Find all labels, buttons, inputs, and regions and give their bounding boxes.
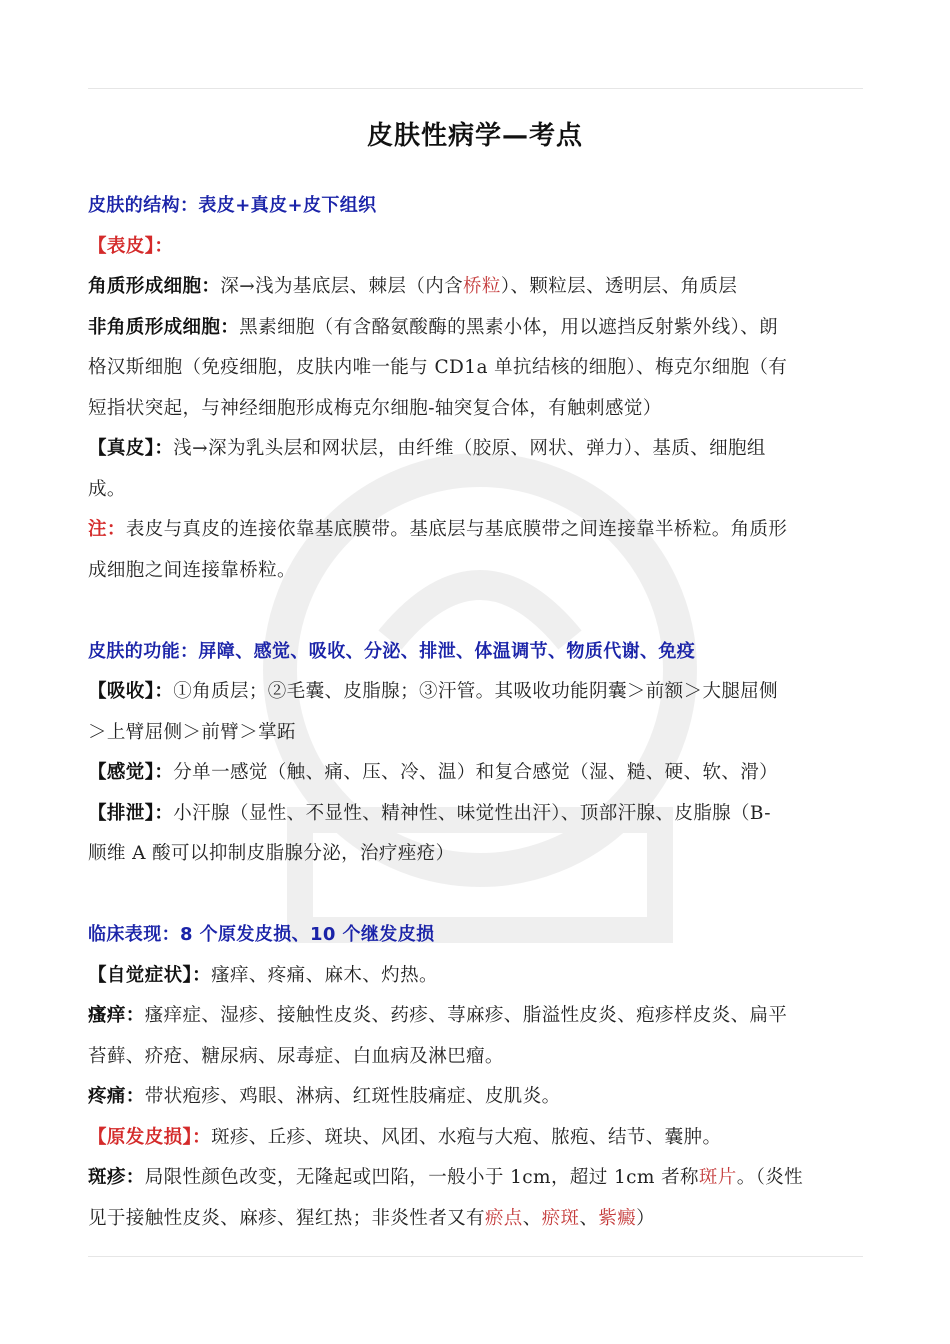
- body-text: ①角质层；②毛囊、皮脂腺；③汗管。其吸收功能阴囊＞前额＞大腿屈侧: [173, 681, 779, 702]
- highlight-text: 瘀点: [484, 1207, 523, 1229]
- body-text: 局限性颜色改变，无隆起或凹陷，一般小于 1cm，超过 1cm 者称: [144, 1167, 699, 1188]
- epidermis-tag: 【表皮】：: [88, 235, 174, 257]
- paragraph-line: [88, 1158, 863, 1199]
- paragraph-line: 格汉斯细胞（免疫细胞，皮肤内唯一能与 CD1a 单抗结核的细胞）、梅克尔细胞（有: [88, 357, 788, 378]
- paragraph-line: [88, 1199, 863, 1240]
- paragraph-line: [88, 672, 863, 713]
- body-text: 。（炎性: [736, 1167, 804, 1188]
- paragraph-line: [88, 1077, 863, 1118]
- body-text: 瘙痒症、湿疹、接触性皮炎、药疹、荨麻疹、脂溢性皮炎、疱疹样皮炎、扁平: [144, 1005, 788, 1026]
- paragraph-line: [88, 267, 863, 308]
- note-label: 注：: [88, 519, 126, 540]
- paragraph-line: [88, 996, 863, 1037]
- term-label: 【吸收】：: [88, 681, 174, 702]
- bottom-divider: [88, 1256, 863, 1257]
- term-label: 角质形成细胞：: [88, 276, 221, 297]
- document-body: [88, 186, 863, 1239]
- body-text: 黑素细胞（有含酪氨酸酶的黑素小体，用以遮挡反射紫外线）、朗: [239, 316, 779, 338]
- paragraph-line: 短指状突起，与神经细胞形成梅克尔细胞-轴突复合体，有触刺感觉）: [88, 397, 662, 419]
- highlight-text: 紫癜: [598, 1207, 637, 1229]
- term-label: 【真皮】：: [88, 438, 174, 459]
- paragraph-line: ＞上臂屈侧＞前臂＞掌跖: [88, 721, 296, 743]
- term-label: 【自觉症状】：: [88, 964, 212, 986]
- body-text: 、: [579, 1207, 599, 1229]
- paragraph-line: [88, 429, 863, 470]
- term-label: 瘙痒：: [88, 1005, 145, 1026]
- body-text: 分单一感觉（触、痛、压、冷、温）和复合感觉（湿、糙、硬、软、滑）: [173, 762, 779, 783]
- highlight-text: 桥粒: [463, 276, 501, 297]
- body-text: ）: [636, 1207, 656, 1229]
- paragraph-line: 成细胞之间连接靠桥粒。: [88, 559, 296, 581]
- body-text: 小汗腺（显性、不显性、精神性、味觉性出汗）、顶部汗腺、皮脂腺（B-: [173, 802, 771, 824]
- paragraph-line: [88, 956, 863, 997]
- term-label: 【排泄】：: [88, 802, 174, 824]
- paragraph-line: [88, 1118, 863, 1159]
- term-label: 非角质形成细胞：: [88, 316, 240, 338]
- body-text: ）、颗粒层、透明层、角质层: [500, 276, 738, 297]
- term-label: 疼痛：: [88, 1086, 145, 1107]
- paragraph-line: 成。: [88, 478, 126, 500]
- page-title: 皮肤性病学—考点: [366, 121, 583, 151]
- body-text: 表皮与真皮的连接依靠基底膜带。基底层与基底膜带之间连接靠半桥粒。角质形: [125, 519, 788, 540]
- section-heading-clinical: 临床表现：8 个原发皮损、10 个继发皮损: [88, 924, 435, 945]
- section-heading-function: 皮肤的功能：屏障、感觉、吸收、分泌、排泄、体温调节、物质代谢、免疫: [88, 640, 696, 662]
- paragraph-line: [88, 794, 863, 835]
- body-text: 瘙痒、疼痛、麻木、灼热。: [211, 964, 438, 986]
- paragraph-line: [88, 753, 863, 794]
- body-text: 斑疹、丘疹、斑块、风团、水疱与大疱、脓疱、结节、囊肿。: [211, 1126, 722, 1148]
- highlight-text: 瘀斑: [541, 1207, 580, 1229]
- paragraph-line: 苔藓、疥疮、糖尿病、尿毒症、白血病及淋巴瘤。: [88, 1045, 504, 1067]
- body-text: 浅→深为乳头层和网状层，由纤维（胶原、网状、弹力）、基质、细胞组: [173, 438, 766, 459]
- primary-lesion-tag: 【原发皮损】：: [88, 1126, 212, 1148]
- body-text: 深→浅为基底层、棘层（内含: [220, 276, 464, 297]
- body-text: 、: [522, 1207, 542, 1229]
- term-label: 【感觉】：: [88, 762, 174, 783]
- body-text: 见于接触性皮炎、麻疹、猩红热；非炎性者又有: [88, 1207, 485, 1229]
- body-text: 带状疱疹、鸡眼、淋病、红斑性肢痛症、皮肌炎。: [144, 1086, 561, 1107]
- paragraph-line: [88, 308, 863, 349]
- top-divider: [88, 88, 863, 89]
- highlight-text: 斑片: [698, 1167, 737, 1188]
- section-heading-structure: 皮肤的结构：表皮+真皮+皮下组织: [88, 195, 377, 216]
- paragraph-line: 顺维 A 酸可以抑制皮脂腺分泌，治疗痤疮）: [88, 843, 455, 864]
- paragraph-line: [88, 510, 863, 551]
- term-label: 斑疹：: [88, 1167, 145, 1188]
